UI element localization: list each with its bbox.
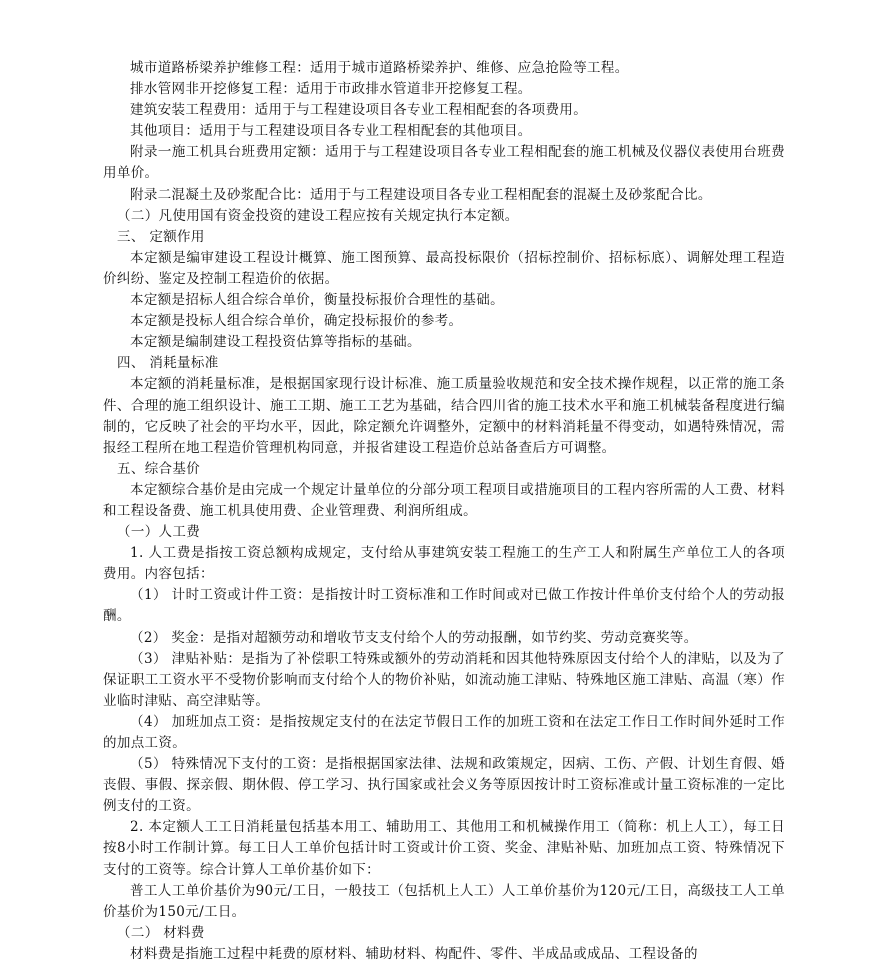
section-heading: 五、综合基价 — [117, 460, 201, 477]
paragraph: 本定额的消耗量标准，是根据国家现行设计标准、施工质量验收规范和安全技术操作规程，以正常的施工条件、合理的施工组织设计、施工工期、施工工艺为基础，结合四川省的施工技术水平和施工机械装备程度进行编制的，它反映了社会的平均水平，因此，除定额允许调整外，定额中的材料消耗量不得变动，如遇特殊情况，需报经工程所在地工程造价管理机构同意，并报省建设工程造价总站备查后方可调整。 — [103, 376, 785, 456]
section-heading: 四、 消耗量标准 — [117, 355, 219, 372]
document-page — [103, 58, 785, 965]
section-heading: （二）凡使用国有资金投资的建设工程应按有关规定执行本定额。 — [117, 207, 519, 224]
paragraph: 本定额综合基价是由完成一个规定计量单位的分部分项工程项目或措施项目的工程内容所需的人工费、材料和工程设备费、施工机具使用费、企业管理费、利润所组成。 — [103, 481, 785, 519]
paragraph: 本定额是编审建设工程设计概算、施工图预算、最高投标限价（招标控制价、招标标底）、调解处理工程造价纠纷、鉴定及控制工程造价的依据。 — [103, 249, 785, 287]
paragraph: （3） 津贴补贴：是指为了补偿职工特殊或额外的劳动消耗和因其他特殊原因支付给个人的津贴，以及为了保证职工工资水平不受物价影响而支付给个人的物价补贴，如流动施工津贴、特殊地区施工津贴、高温（寒）作业临时津贴、高空津贴等。 — [103, 650, 785, 709]
section-heading: （一）人工费 — [117, 524, 201, 541]
section-heading: 三、 定额作用 — [117, 228, 205, 245]
paragraph: （4） 加班加点工资：是指按规定支付的在法定节假日工作的加班工资和在法定工作日工作时间外延时工作的加点工资。 — [103, 713, 785, 751]
paragraph: 其他项目：适用于与工程建设项目各专业工程相配套的其他项目。 — [130, 123, 532, 140]
section-heading: （二） 材料费 — [117, 924, 205, 941]
paragraph: 本定额是投标人组合综合单价，确定投标报价的参考。 — [130, 313, 463, 330]
paragraph: （1） 计时工资或计件工资：是指按计时工资标准和工作时间或对已做工作按计件单价支付给个人的劳动报酬。 — [103, 587, 785, 625]
paragraph: 附录二混凝土及砂浆配合比：适用于与工程建设项目各专业工程相配套的混凝土及砂浆配合比。 — [130, 186, 712, 203]
paragraph: 排水管网非开挖修复工程：适用于市政排水管道非开挖修复工程。 — [130, 81, 532, 98]
paragraph: 建筑安装工程费用：适用于与工程建设项目各专业工程相配套的各项费用。 — [130, 102, 588, 119]
paragraph: 普工人工单价基价为90元/工日，一般技工（包括机上人工）人工单价基价为120元/工日，高级技工人工单价基价为150元/工日。 — [103, 882, 785, 920]
paragraph: 材料费是指施工过程中耗费的原材料、辅助材料、构配件、零件、半成品或成品、工程设备的 — [130, 945, 698, 962]
paragraph: 附录一施工机具台班费用定额：适用于与工程建设项目各专业工程相配套的施工机械及仪器仪表使用台班费用单价。 — [103, 144, 785, 182]
paragraph: 2. 本定额人工工日消耗量包括基本用工、辅助用工、其他用工和机械操作用工（简称：机上人工），每工日按8小时工作制计算。每工日人工单价包括计时工资或计价工资、奖金、津贴补贴、加班加点工资、特殊情况下支付的工资等。综合计算人工单价基价如下： — [103, 819, 785, 878]
paragraph: 1. 人工费是指按工资总额构成规定，支付给从事建筑安装工程施工的生产工人和附属生产单位工人的各项费用。内容包括： — [103, 545, 785, 583]
paragraph: （2） 奖金：是指对超额劳动和增收节支支付给个人的劳动报酬，如节约奖、劳动竞赛奖等。 — [130, 629, 698, 646]
paragraph: 本定额是编制建设工程投资估算等指标的基础。 — [130, 334, 421, 351]
paragraph: （5） 特殊情况下支付的工资：是指根据国家法律、法规和政策规定，因病、工伤、产假、计划生育假、婚丧假、事假、探亲假、期休假、停工学习、执行国家或社会义务等原因按计时工资标准或计量工资标准的一定比例支付的工资。 — [103, 756, 785, 815]
paragraph: 城市道路桥梁养护维修工程：适用于城市道路桥梁养护、维修、应急抢险等工程。 — [130, 60, 629, 76]
paragraph: 本定额是招标人组合综合单价，衡量投标报价合理性的基础。 — [130, 292, 504, 309]
